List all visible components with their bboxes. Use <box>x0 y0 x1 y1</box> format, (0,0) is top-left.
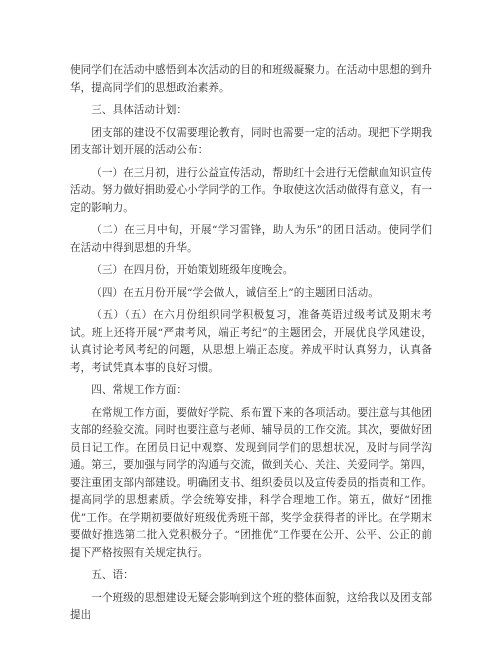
paragraph: （五）（五）在六月份组织同学积极复习，准备英语过级考试及期末考试。班上还将开展“严肃考风，端正考纪”的主题团会，开展优良学风建设，认真讨论考风考纪的问题，从思想上端正态度。养成平时认真努力，认真备考，考试凭真本事的良好习惯。 <box>70 309 432 374</box>
paragraph: 四、常规工作方面： <box>91 384 187 396</box>
paragraph: 三、具体活动计划： <box>91 104 187 116</box>
paragraph: （二）在三月中旬，开展“学习雷锋，助人为乐”的团日活动。使同学们在活动中得到思想的升华。 <box>70 224 432 254</box>
paragraph: 在常规工作方面，要做好学院、系布置下来的各项活动。要注意与其他团支部的经验交流。同时也要注意与老师、辅导员的工作交流。其次，要做好团员日记工作。在团员日记中观察、发现到同学们的思想状况，及时与同学沟通。第三，要加强与同学的沟通与交流，做到关心、关注、关爱同学。第四，要注重团支部内部建设。明确团支书、组织委员以及宣传委员的指责和工作。提高同学的思想素质。学会统筹安排，科学合理地工作。第五，做好“团推优”工作。在学期初要做好班级优秀班干部，奖学金获得者的评比。在学期末要做好推选第二批入党积极分子。“团推优”工作要在公开、公平、公正的前提下严格按照有关规定执行。 <box>70 406 432 559</box>
paragraph: 团支部的建设不仅需要理论教育，同时也需要一定的活动。现把下学期我团支部计划开展的活动公布： <box>70 126 432 156</box>
paragraph: （一）在三月初，进行公益宣传活动，帮助红十会进行无偿献血知识宣传活动。努力做好捐助爱心小学同学的工作。争取使这次活动做得有意义，有一定的影响力。 <box>70 166 432 214</box>
paragraph: 五、语： <box>91 569 134 581</box>
paragraph: （四）在五月份开展“学会做人，诚信至上”的主题团日活动。 <box>91 286 379 299</box>
document-body <box>70 62 432 625</box>
paragraph: 使同学们在活动中感悟到本次活动的目的和班级凝聚力。在活动中思想的到升华，提高同学们的思想政治素养。 <box>70 64 432 94</box>
paragraph: （三）在四月份，开始策划班级年度晚会。 <box>91 264 294 276</box>
paragraph: 一个班级的思想建设无疑会影响到这个班的整体面貌，这给我以及团支部提出 <box>70 591 432 621</box>
